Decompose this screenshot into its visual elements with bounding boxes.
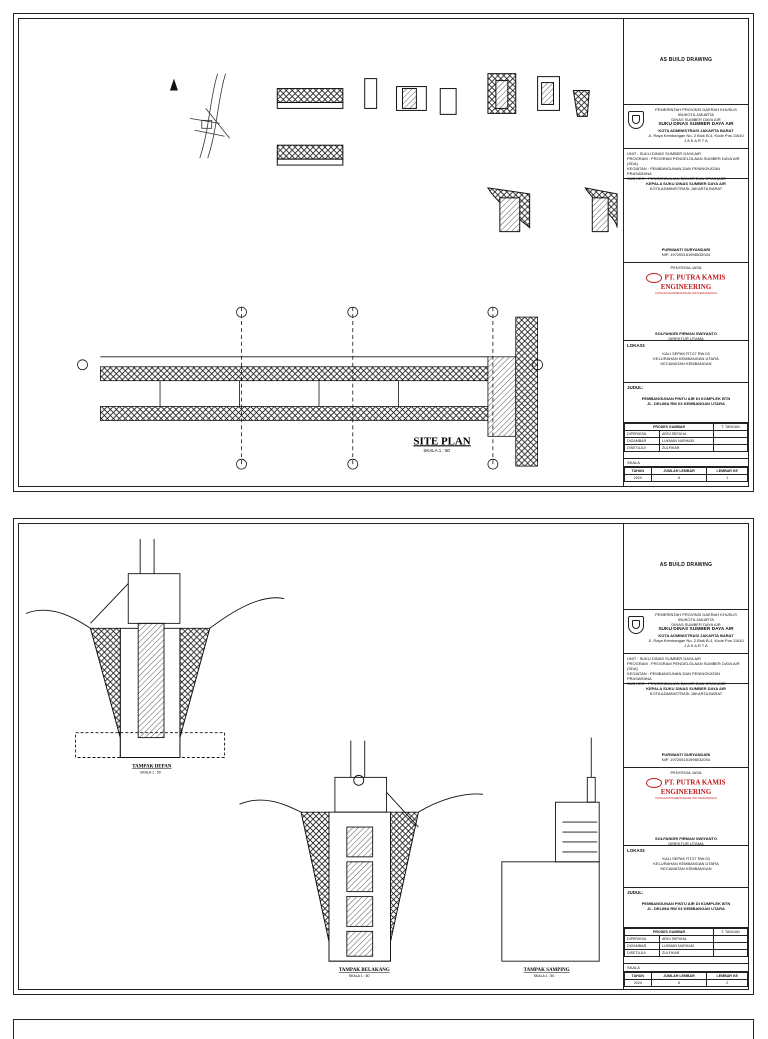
program-info-cell: UNIT : SUKU DINAS SUMBER DAYA AIR PROGRAM : PROGRAM PENGELOLAAN SUMBER DAYA AIR (SDA) KEGIATAN : PEMBANGUNAN DAN PENINGKATAN PRASARANA SUB KEG : PENGENDALIAN BANJIR DAN DRAINASE (624, 654, 748, 684)
channel-plan (78, 307, 543, 469)
back-view (240, 741, 483, 962)
head-signature-cell: KEPALA SUKU DINAS SUMBER DAYA AIR KOTA ADMINISTRASI JAKARTA BARAT PURWANTI SURYANDARI NIP. 197205151998032004 (624, 684, 748, 768)
provider-cell: PENYEDIA JASA PT. PUTRA KAMIS ENGINEERING KONSULTAN PERENCANAAN DAN PENGAWASAN SOLFANDRI FIRMAN SWIYANTO DIREKTUR UTAMA (624, 768, 748, 846)
title-block (623, 19, 748, 486)
agency-cell: PEMERINTAH PROVINSI DAERAH KHUSUS IBUKOTA JAKARTA DINAS SUMBER DAYA AIR SUKU DINAS SUMBER DAYA AIR KOTA ADMINISTRASI JAKARTA BARAT Jl. Raya Kembangan No. 2 Blok B-4, Kode Pos 11610 J A K A R T A (624, 105, 748, 149)
side-view (502, 738, 599, 962)
drawing-area (19, 19, 623, 486)
judul-cell: JUDUL: PEMBANGUNAN PINTU AIR DI KOMPLEK BTN JL. DELIMA RW 03 KEMBANGAN UTARA (624, 383, 748, 423)
lokasi-cell: LOKASI: KALI SEPAK RT.07 RW.03 KELURAHAN KEMBANGAN UTARA KECAMATAN KEMBANGAN (624, 846, 748, 888)
title-block (623, 524, 748, 989)
back-view-scale: SKALA 1 : 50 (348, 974, 370, 979)
proses-gambar-cell: PROSES GAMBAR T. TANGAN DIPERIKSA ARDI SEPUHA DIGAMBAR LUKMAN NURHADI DISETUJUI ZULFIKAR (624, 928, 748, 964)
site-plan-scale: SKALA 1 : 50 (423, 448, 450, 454)
company-logo-icon (646, 273, 662, 283)
as-built-cell: AS BUILD DRAWING (624, 524, 748, 610)
back-view-title: TAMPAK BELAKANG (338, 968, 390, 974)
proses-gambar-cell: PROSES GAMBAR T. TANGAN DIPERIKSA ARDI SEPUHA DIGAMBAR LUKMAN NURHADI DISETUJUI ZULFIKAR (624, 423, 748, 459)
skala-cell: SKALA (624, 964, 748, 972)
sheet-number-cell: TAHUN JUMLAH LEMBAR LEMBAR KE 2024 8 1 (624, 467, 748, 486)
location-map (190, 74, 230, 158)
drawing-sheet-3-partial (13, 1019, 754, 1039)
head-signature-cell: KEPALA SUKU DINAS SUMBER DAYA AIR KOTA ADMINISTRASI JAKARTA BARAT PURWANTI SURYANDARI NIP. 197205151998032004 (624, 179, 748, 263)
as-built-cell: AS BUILD DRAWING (624, 19, 748, 105)
site-plan-title: SITE PLAN (413, 435, 471, 448)
skala-cell: SKALA (624, 459, 748, 467)
sheet-frame (18, 523, 749, 990)
provider-cell: PENYEDIA JASA PT. PUTRA KAMIS ENGINEERING KONSULTAN PERENCANAAN DAN PENGAWASAN SOLFANDRI FIRMAN SWIYANTO DIREKTUR UTAMA (624, 263, 748, 341)
front-view (26, 539, 284, 758)
agency-cell: PEMERINTAH PROVINSI DAERAH KHUSUS IBUKOTA JAKARTA DINAS SUMBER DAYA AIR SUKU DINAS SUMBER DAYA AIR KOTA ADMINISTRASI JAKARTA BARAT Jl. Raya Kembangan No. 2 Blok B-4, Kode Pos 11610 J A K A R T A (624, 610, 748, 654)
elevation-drawings (19, 524, 623, 989)
front-view-scale: SKALA 1 : 50 (140, 770, 161, 775)
drawing-sheet-1 (13, 13, 754, 492)
jakarta-emblem-icon (628, 111, 644, 129)
lembar-ke-value: 2 (707, 980, 748, 987)
site-plan-drawing (19, 19, 623, 486)
drawing-sheet-2 (13, 518, 754, 995)
company-logo-icon (646, 778, 662, 788)
jakarta-emblem-icon (628, 616, 644, 634)
front-view-title: TAMPAK DEPAN (132, 764, 172, 770)
side-view-scale: SKALA 1 : 50 (533, 974, 555, 979)
program-info-cell: UNIT : SUKU DINAS SUMBER DAYA AIR PROGRAM : PROGRAM PENGELOLAAN SUMBER DAYA AIR (SDA) KEGIATAN : PEMBANGUNAN DAN PENINGKATAN PRASARANA SUB KEG : PENGENDALIAN BANJIR DAN DRAINASE (624, 149, 748, 179)
north-arrow-icon (170, 79, 178, 91)
judul-cell: JUDUL: PEMBANGUNAN PINTU AIR DI KOMPLEK BTN JL. DELIMA RW 03 KEMBANGAN UTARA (624, 888, 748, 928)
drawing-area (19, 524, 623, 989)
side-view-title: TAMPAK SAMPING (523, 968, 570, 974)
sheet-frame (18, 18, 749, 487)
sheet-number-cell: TAHUN JUMLAH LEMBAR LEMBAR KE 2024 8 2 (624, 972, 748, 989)
lembar-ke-value: 1 (707, 475, 748, 482)
lokasi-cell: LOKASI: KALI SEPAK RT.07 RW.03 KELURAHAN KEMBANGAN UTARA KECAMATAN KEMBANGAN (624, 341, 748, 383)
